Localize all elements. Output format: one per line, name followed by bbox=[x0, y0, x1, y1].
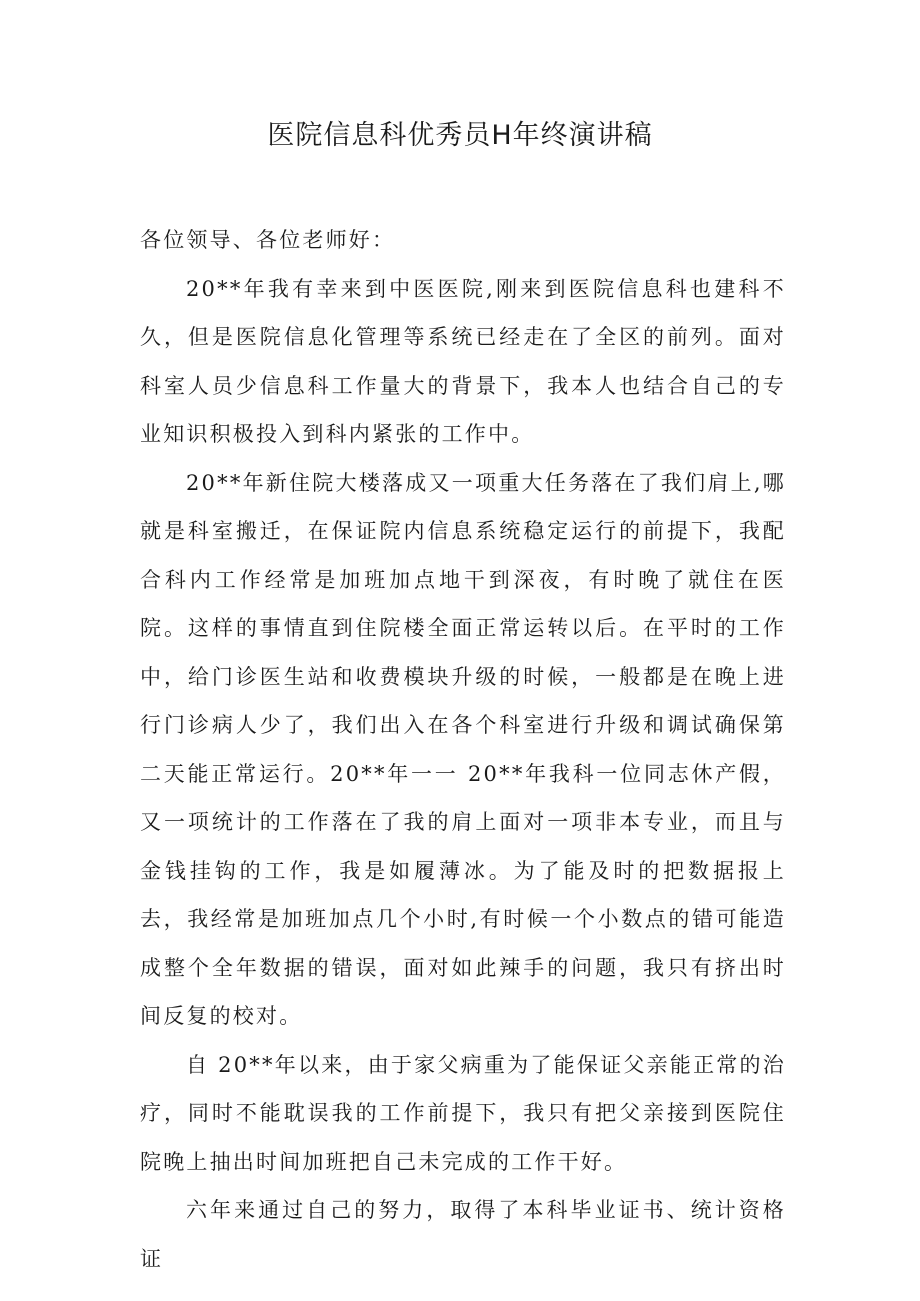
paragraph-3: 自 20**年以来，由于家父病重为了能保证父亲能正常的治疗，同时不能耽误我的工作前提下，我只有把父亲接到医院住院晚上抽出时间加班把自己未完成的工作干好。 bbox=[140, 1052, 786, 1174]
paragraph-4: 六年来通过自己的努力，取得了本科毕业证书、统计资格证 bbox=[140, 1198, 786, 1271]
document-title: 医院信息科优秀员H年终演讲稿 bbox=[267, 120, 653, 151]
paragraph-2: 20**年新住院大楼落成又一项重大任务落在了我们肩上,哪就是科室搬迁，在保证院内信息系统稳定运行的前提下，我配合科内工作经常是加班加点地干到深夜，有时晚了就住在医院。这样的事情直到住院楼全面正常运转以后。在平时的工作中，给门诊医生站和收费模块升级的时候，一般都是在晚上进行门诊病人少了，我们出入在各个科室进行升级和调试确保第二天能正常运行。20**年一一 20**年我科一位同志休产假，又一项统计的工作落在了我的肩上面对一项非本专业，而且与金钱挂钩的工作，我是如履薄冰。为了能及时的把数据报上去，我经常是加班加点几个小时,有时候一个小数点的错可能造成整个全年数据的错误，面对如此辣手的问题，我只有挤出时间反复的校对。 bbox=[140, 470, 786, 1028]
salutation: 各位领导、各位老师好： bbox=[140, 228, 396, 252]
document-body bbox=[140, 216, 786, 1283]
paragraph-1: 20**年我有幸来到中医医院,刚来到医院信息科也建科不久，但是医院信息化管理等系统已经走在了全区的前列。面对科室人员少信息科工作量大的背景下，我本人也结合自己的专业知识积极投入到科内紧张的工作中。 bbox=[140, 276, 786, 446]
